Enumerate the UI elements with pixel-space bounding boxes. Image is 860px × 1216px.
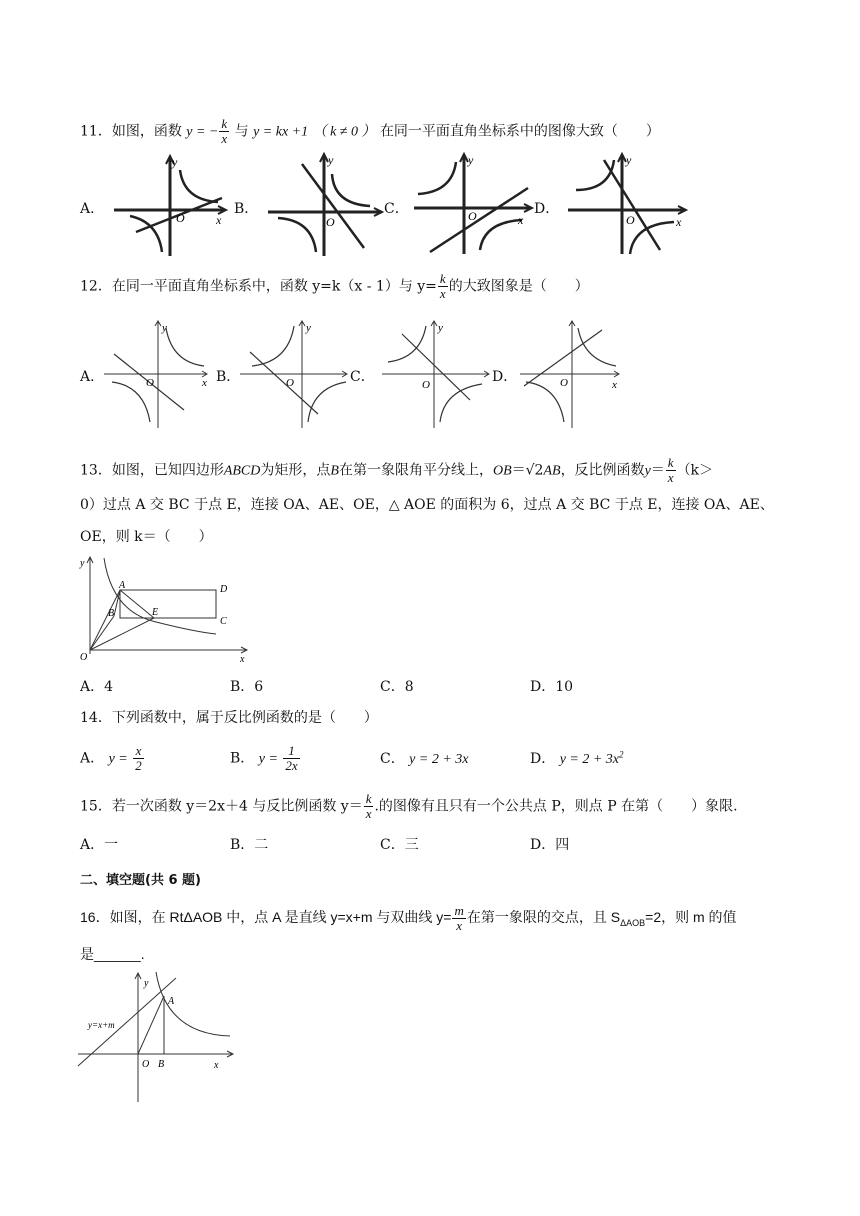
q11-func1-lhs: y = − [186, 124, 219, 140]
svg-text:y: y [438, 322, 443, 334]
svg-text:x: x [240, 654, 245, 665]
q13-stem-line1: 13．如图，已知四边形ABCD为矩形，点B在第一象限角平分线上，OB＝√2AB，反比例函数y＝ $\frac{k}{x}$ （k＞ [80, 455, 714, 485]
svg-text:B: B [158, 1059, 165, 1070]
q14-option-a-label: A． [80, 750, 105, 766]
svg-text:O: O [176, 211, 185, 225]
svg-text:O: O [422, 379, 430, 391]
svg-text:y: y [80, 558, 85, 569]
q16-stem-start: 16．如图，在 RtΔAOB 中，点 A 是直线 y=x+m 与双曲线 y= [80, 909, 452, 926]
q12-denominator: x [439, 286, 446, 301]
q11-graph-b [264, 150, 384, 258]
svg-text:O: O [286, 377, 294, 389]
q13-option-c[interactable]: C．8 [380, 679, 414, 695]
q12-stem-start: 12．在同一平面直角坐标系中，函数 y=k（x - 1）与 y= [80, 278, 437, 295]
q11-stem-tail: 在同一平面直角坐标系中的图像大致（ ） [379, 123, 660, 140]
q13-figure [76, 554, 252, 666]
q13-stem-part4: ，反比例函数 [560, 462, 645, 479]
q13-stem-line3: OE，则 k＝（ ） [80, 529, 213, 545]
q13-stem-part1: 13．如图，已知四边形 [80, 462, 224, 479]
q13-options [80, 676, 680, 696]
q14-option-b-lhs: y = [258, 751, 278, 766]
q12-stem [80, 272, 589, 301]
svg-text:E: E [152, 607, 159, 618]
q16-stem-line2: 是______. [80, 946, 145, 962]
q14-option-d[interactable] [530, 748, 680, 768]
q13-point-b: B [330, 463, 339, 479]
q11-and: 与 [234, 123, 249, 140]
q14-option-b-numerator: 1 [283, 744, 299, 759]
q16-stem-tail: =2，则 m 的值 [645, 909, 737, 926]
q13-ob: OB [492, 463, 512, 479]
svg-text:O: O [142, 1059, 150, 1070]
q14-option-b[interactable] [230, 744, 380, 773]
q11-stem [80, 117, 660, 146]
q16-stem-line1 [80, 904, 737, 933]
q13-stem-part3: 在第一象限角平分线上， [338, 462, 493, 479]
svg-text:y: y [626, 153, 632, 167]
q14-option-d-expr: y = 2 + 3x [559, 752, 620, 767]
q13-ab: AB [543, 463, 561, 479]
q12-graph-c [378, 318, 498, 430]
svg-text:O: O [80, 652, 88, 663]
q16-fraction [452, 904, 465, 933]
svg-text:O: O [146, 377, 154, 389]
q14-option-a[interactable] [80, 744, 230, 773]
q13-y: y [644, 463, 651, 479]
q14-option-a-lhs: y = [108, 751, 128, 766]
q11-graph-c [410, 150, 536, 258]
q11-graph-d [564, 150, 688, 258]
svg-text:C: C [220, 616, 227, 627]
q16-stem-middle: 在第一象限的交点，且 S [466, 909, 621, 926]
q13-option-a[interactable]: A．4 [80, 679, 114, 695]
svg-text:D: D [220, 584, 228, 595]
svg-text:x: x [676, 215, 682, 229]
svg-text:y: y [172, 155, 178, 169]
q14-options [80, 740, 680, 776]
svg-text:x: x [216, 213, 222, 227]
q16-subscript: ΔAOB [620, 918, 646, 928]
q15-option-b[interactable]: B．二 [230, 837, 269, 853]
q13-option-b[interactable]: B．6 [230, 679, 264, 695]
q15-stem-tail: .的图像有且只有一个公共点 P，则点 P 在第（ ）象限. [374, 798, 738, 815]
q12-option-c[interactable]: C． [350, 369, 375, 385]
q13-numerator: k [667, 455, 674, 470]
q15-options [80, 834, 680, 854]
q11-number: 11．如图，函数 [80, 123, 182, 140]
q13-fraction [666, 456, 676, 485]
q11-option-a[interactable]: A． [80, 201, 105, 217]
q15-option-a[interactable]: A．一 [80, 837, 119, 853]
svg-text:x: x [612, 379, 617, 391]
q14-option-a-denominator: 2 [135, 757, 142, 773]
q11-condition: （ k ≠ 0 ） [312, 124, 376, 140]
q12-graph-d [516, 318, 628, 430]
svg-text:O: O [468, 209, 477, 223]
q12-graph-a [100, 318, 220, 430]
q14-option-a-numerator: x [133, 744, 144, 759]
q15-denominator: x [365, 806, 372, 821]
svg-text:O: O [626, 213, 635, 227]
svg-text:y: y [328, 153, 334, 167]
q14-option-d-exponent: 2 [619, 749, 624, 760]
svg-text:A: A [168, 996, 175, 1007]
svg-text:x: x [214, 1060, 219, 1071]
q11-func1-denominator: x [221, 131, 228, 146]
q15-stem-start: 15．若一次函数 y＝2x＋4 与反比例函数 y＝ [80, 798, 363, 815]
q16-denominator: x [456, 918, 463, 933]
q14-option-a-fraction [133, 744, 144, 773]
q13-equals: ＝ [511, 462, 526, 479]
q14-option-d-label: D． [530, 751, 556, 767]
q12-option-b[interactable]: B． [216, 369, 241, 385]
q12-numerator: k [439, 271, 446, 286]
svg-text:y: y [144, 978, 149, 989]
q15-fraction [364, 792, 374, 821]
q13-stem-part2: 为矩形，点 [260, 462, 331, 479]
svg-text:B: B [108, 608, 115, 619]
q15-stem [80, 792, 738, 821]
q12-stem-tail: 的大致图象是（ ） [448, 278, 589, 295]
q14-stem: 14．下列函数中，属于反比例函数的是（ ） [80, 710, 378, 726]
q11-option-b[interactable]: B． [234, 201, 259, 217]
svg-text:y: y [306, 322, 311, 334]
q11-func1-numerator: k [221, 116, 228, 131]
q12-option-d[interactable]: D． [492, 369, 518, 385]
q13-sqrt2: √2 [525, 462, 544, 479]
q12-option-a[interactable]: A． [80, 369, 105, 385]
q13-abcd: ABCD [223, 463, 261, 479]
q14-option-c-label: C． [380, 751, 405, 767]
svg-text:x: x [518, 213, 524, 227]
q12-fraction [438, 272, 448, 301]
q16-numerator: m [454, 903, 464, 918]
svg-text:y=x+m: y=x+m [88, 1020, 115, 1030]
svg-text:x: x [202, 377, 207, 389]
section-fill-in: 二、填空题(共 6 题) [80, 873, 201, 888]
q14-option-b-label: B． [230, 750, 255, 766]
q13-stem-part5: （k＞ [676, 462, 714, 479]
svg-text:O: O [560, 377, 568, 389]
q15-numerator: k [365, 791, 372, 806]
q11-option-d[interactable]: D． [534, 201, 560, 217]
svg-text:y: y [468, 153, 474, 167]
q13-denominator: x [667, 470, 674, 485]
q15-option-d[interactable]: D．四 [530, 837, 570, 853]
q14-option-c-expr: y = 2 + 3x [409, 752, 469, 767]
q15-option-c[interactable]: C．三 [380, 837, 419, 853]
q14-option-b-fraction [283, 744, 299, 773]
svg-text:A: A [119, 580, 126, 591]
q11-func2: y = kx +1 [253, 124, 309, 140]
q11-func1-fraction [219, 117, 229, 146]
svg-text:y: y [162, 322, 167, 334]
q14-option-c[interactable] [380, 748, 530, 768]
q11-option-c[interactable]: C． [384, 201, 409, 217]
q13-stem-line2: 0）过点 A 交 BC 于点 E，连接 OA、AE、OE，△ AOE 的面积为 6，过点 A 交 BC 于点 E，连接 OA、AE、 [80, 497, 774, 513]
q14-option-b-denominator: 2x [285, 757, 298, 773]
q12-graph-b [236, 318, 356, 430]
svg-text:O: O [326, 215, 335, 229]
q13-option-d[interactable]: D．10 [530, 679, 574, 695]
q16-figure [76, 970, 240, 1104]
q11-graph-a [106, 152, 230, 258]
